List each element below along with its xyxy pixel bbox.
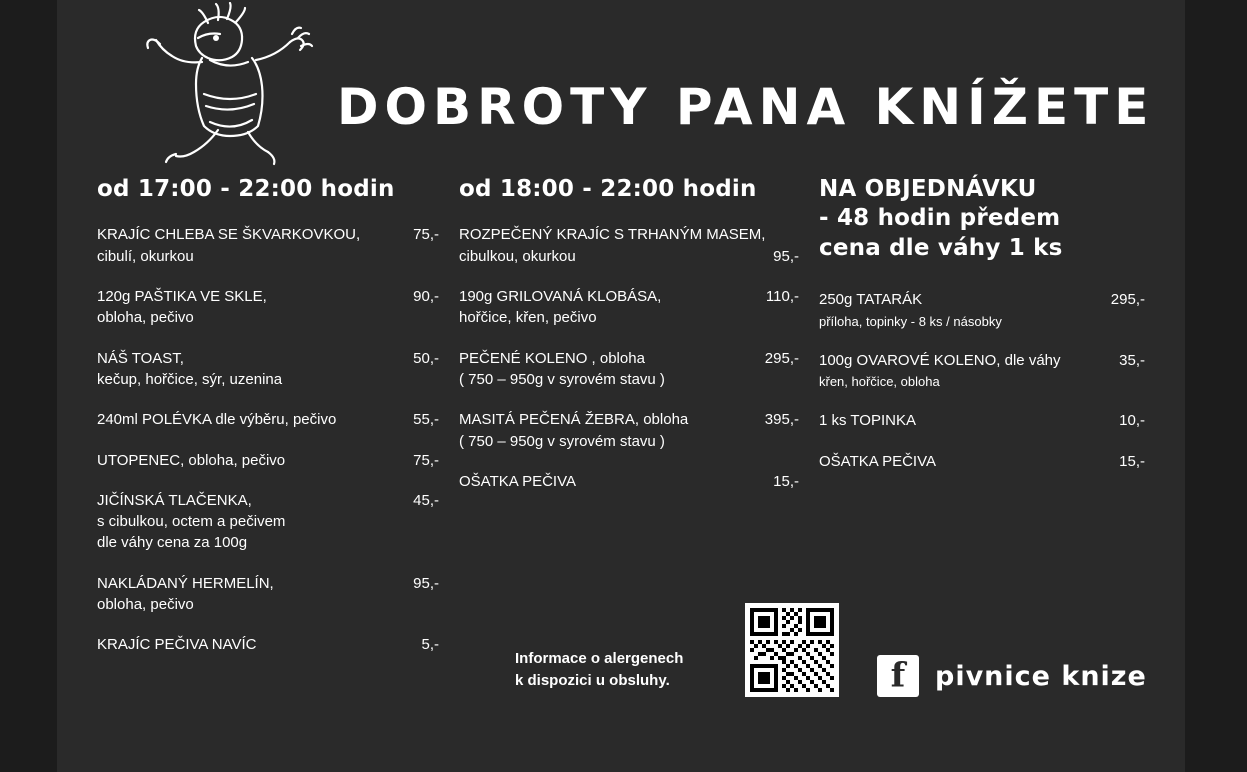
column-2-heading: od 18:00 - 22:00 hodin bbox=[459, 176, 757, 202]
allergen-note bbox=[515, 648, 725, 692]
menu-column-1 bbox=[97, 175, 459, 675]
item-name: JIČÍNSKÁ TLAČENKA, bbox=[97, 491, 252, 509]
item-price: 45,- bbox=[413, 491, 439, 509]
item-name: 100g OVAROVÉ KOLENO, dle váhy bbox=[819, 351, 1061, 369]
item-price: 295,- bbox=[1110, 291, 1145, 309]
allergen-note-line-2: k dispozici u obsluhy. bbox=[515, 671, 670, 689]
menu-item bbox=[97, 224, 439, 267]
item-name: 240ml POLÉVKA dle výběru, pečivo bbox=[97, 411, 337, 429]
menu-item bbox=[459, 286, 799, 329]
item-price: 35,- bbox=[1119, 351, 1145, 369]
menu-item bbox=[97, 490, 439, 554]
menu-columns bbox=[97, 175, 1145, 675]
item-name: KRAJÍC PEČIVA NAVÍC bbox=[97, 636, 257, 654]
item-note: příloha, topinky - 8 ks / násobky bbox=[819, 313, 1002, 329]
item-price: 10,- bbox=[1119, 412, 1145, 430]
qr-code[interactable] bbox=[745, 603, 839, 697]
item-price: 95,- bbox=[413, 574, 439, 592]
item-description: hořčice, křen, pečivo bbox=[459, 309, 597, 327]
item-name: KRAJÍC CHLEBA SE ŠKVARKOVKOU, bbox=[97, 226, 361, 244]
facebook-link[interactable] bbox=[877, 655, 1147, 697]
menu-item bbox=[459, 348, 799, 391]
menu-item bbox=[97, 348, 439, 391]
column-1-heading: od 17:00 - 22:00 hodin bbox=[97, 176, 395, 202]
item-price: 75,- bbox=[413, 451, 439, 469]
item-name: NÁŠ TOAST, bbox=[97, 349, 184, 367]
item-description: ( 750 – 950g v syrovém stavu ) bbox=[459, 370, 665, 388]
item-price: 395,- bbox=[764, 411, 799, 429]
facebook-icon[interactable] bbox=[877, 655, 919, 697]
menu-item bbox=[819, 350, 1145, 391]
item-name: NAKLÁDANÝ HERMELÍN, bbox=[97, 574, 274, 592]
menu-column-2 bbox=[459, 175, 819, 675]
item-price: 15,- bbox=[773, 472, 799, 490]
column-3-heading-line-3: cena dle váhy 1 ks bbox=[819, 234, 1063, 261]
column-3-heading bbox=[819, 175, 1145, 263]
item-name: OŠATKA PEČIVA bbox=[459, 472, 576, 490]
menu-item bbox=[97, 634, 439, 655]
item-price: 75,- bbox=[413, 226, 439, 244]
menu-item bbox=[819, 410, 1145, 431]
menu-item bbox=[97, 409, 439, 430]
item-price: 15,- bbox=[1119, 452, 1145, 470]
item-name: UTOPENEC, obloha, pečivo bbox=[97, 451, 286, 469]
item-price: 295,- bbox=[764, 349, 799, 367]
menu-item bbox=[459, 471, 799, 492]
item-price: 5,- bbox=[421, 636, 439, 654]
item-name: 250g TATARÁK bbox=[819, 291, 923, 309]
item-price: 55,- bbox=[413, 411, 439, 429]
item-description: obloha, pečivo bbox=[97, 596, 194, 613]
item-name: ROZPEČENÝ KRAJÍC S TRHANÝM MASEM, bbox=[459, 226, 766, 244]
item-description: cibulí, okurkou bbox=[97, 247, 194, 265]
item-name: PEČENÉ KOLENO , obloha bbox=[459, 349, 645, 367]
column-3-heading-line-2: - 48 hodin předem bbox=[819, 205, 1061, 232]
menu-item bbox=[97, 573, 439, 616]
item-name: OŠATKA PEČIVA bbox=[819, 452, 936, 470]
item-price: 95,- bbox=[773, 247, 799, 265]
item-description-2: dle váhy cena za 100g bbox=[97, 534, 248, 552]
facebook-icon-letter: f bbox=[890, 655, 906, 696]
column-3-heading-line-1: NA OBJEDNÁVKU bbox=[819, 176, 1037, 202]
knight-mascot-logo bbox=[132, 2, 332, 167]
menu-board bbox=[57, 0, 1185, 772]
board-header bbox=[97, 0, 1155, 170]
facebook-page-name: pivnice knize bbox=[935, 660, 1147, 692]
item-name: MASITÁ PEČENÁ ŽEBRA, obloha bbox=[459, 411, 689, 429]
page-title: DOBROTY PANA KNÍŽETE bbox=[337, 78, 1155, 136]
menu-item bbox=[459, 409, 799, 452]
item-name: 190g GRILOVANÁ KLOBÁSA, bbox=[459, 288, 662, 306]
item-note: křen, hořčice, obloha bbox=[819, 374, 940, 390]
item-price: 90,- bbox=[413, 288, 439, 306]
menu-item bbox=[97, 450, 439, 471]
menu-item bbox=[819, 451, 1145, 472]
item-price: 110,- bbox=[765, 288, 799, 306]
item-description: obloha, pečivo bbox=[97, 309, 194, 327]
menu-item bbox=[97, 286, 439, 329]
item-description: cibulkou, okurkou bbox=[459, 247, 576, 265]
item-description: ( 750 – 950g v syrovém stavu ) bbox=[459, 432, 665, 450]
item-description: s cibulkou, octem a pečivem bbox=[97, 513, 286, 531]
item-name: 120g PAŠTIKA VE SKLE, bbox=[97, 288, 267, 306]
menu-item bbox=[819, 289, 1145, 330]
item-name: 1 ks TOPINKA bbox=[819, 412, 916, 430]
item-description: kečup, hořčice, sýr, uzenina bbox=[97, 370, 283, 388]
menu-item bbox=[459, 224, 799, 267]
item-price: 50,- bbox=[413, 349, 439, 367]
menu-column-3 bbox=[819, 175, 1145, 675]
allergen-note-line-1: Informace o alergenech bbox=[515, 650, 684, 667]
